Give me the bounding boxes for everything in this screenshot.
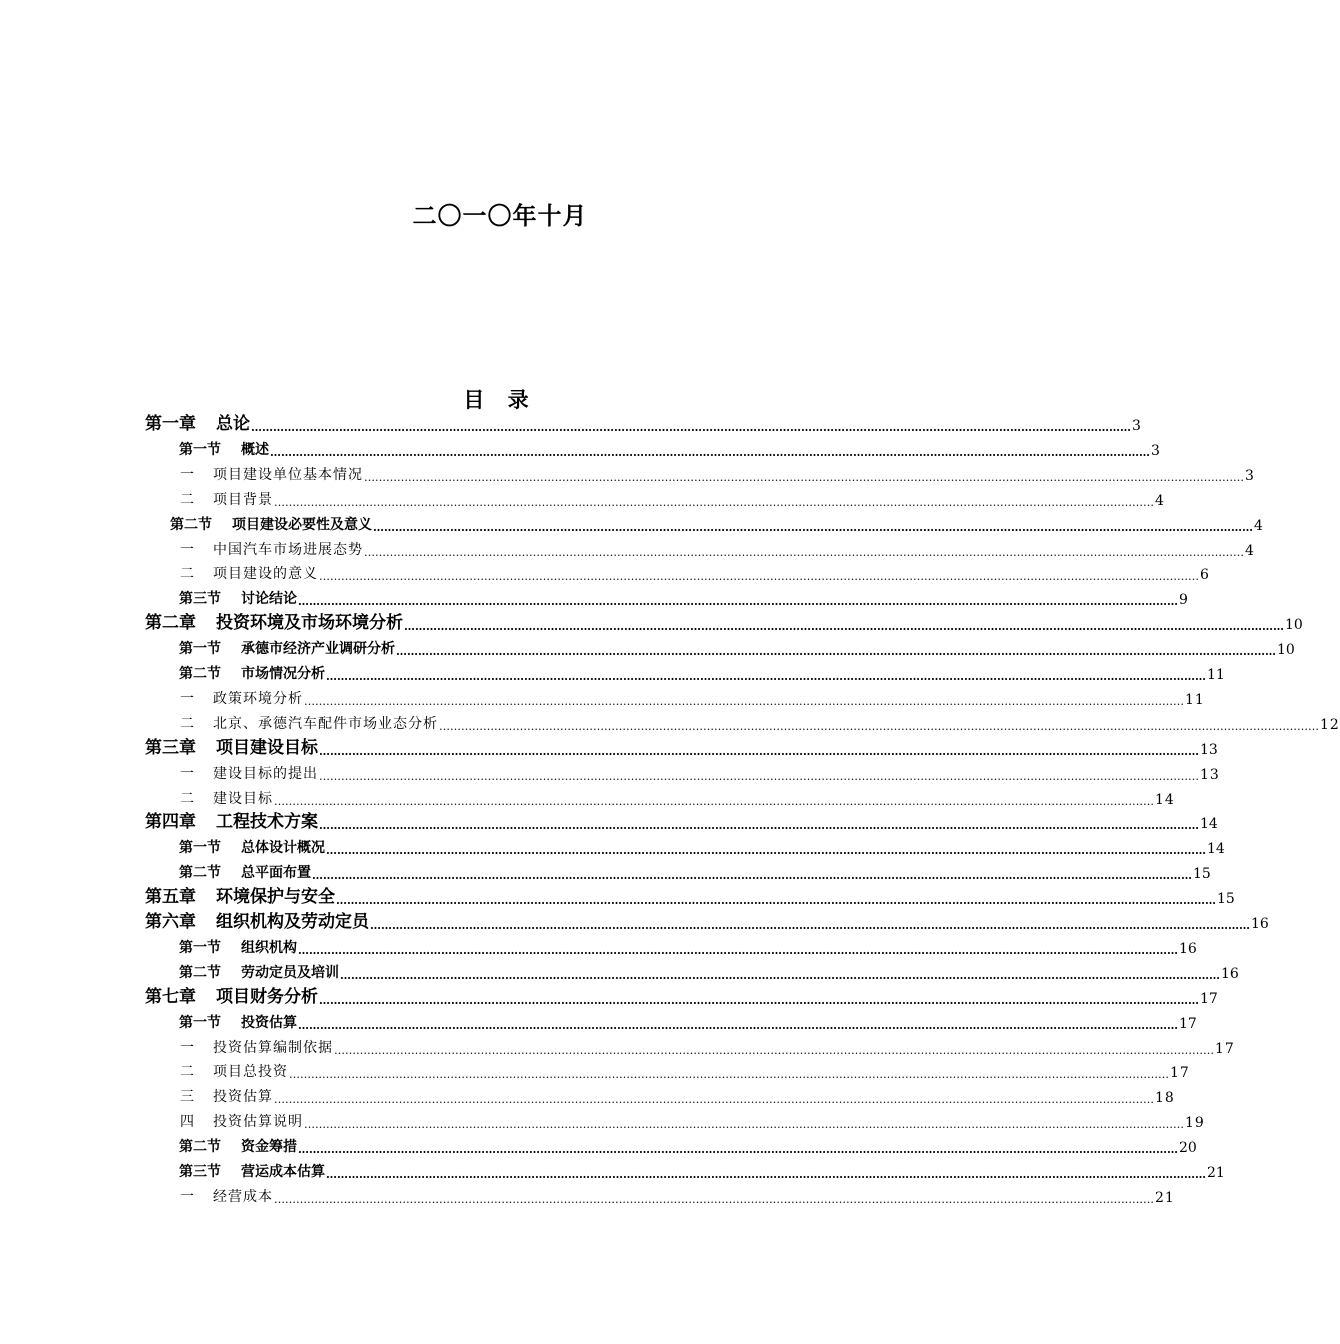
toc-entry-text: 市场情况分析 <box>241 666 325 682</box>
toc-entry-text: 投资估算 <box>241 1015 297 1031</box>
toc-entry-title <box>145 733 318 758</box>
toc-dot-leader: …………………………………………………………………………………………………………………………………………………………………………………………………………………… <box>370 919 1250 932</box>
toc-entry <box>179 1132 1197 1156</box>
toc-dot-leader: …………………………………………………………………………………………………………………………………………………………………………………………………………………… <box>298 595 1178 608</box>
toc-entry-title <box>179 1136 297 1156</box>
toc-entry-title <box>179 862 311 882</box>
toc-dot-leader: …………………………………………………………………………………………………………………………………………………………………………………………………………………… <box>396 645 1276 658</box>
toc-entry <box>145 609 1303 633</box>
toc-entry-title <box>180 539 363 559</box>
toc-entry-text: 总体设计概况 <box>241 840 325 856</box>
toc-dot-leader: …………………………………………………………………………………………………………………………………………………………………………………………………………………… <box>274 496 1154 509</box>
toc-entry-title <box>180 1061 288 1081</box>
toc-entry-title <box>179 837 325 857</box>
toc-entry-text: 资金筹措 <box>241 1139 297 1155</box>
toc-entry-number: 二 <box>180 1064 195 1080</box>
toc-page-number: 12 <box>1320 717 1340 733</box>
toc-entry-text: 项目建设的意义 <box>213 566 318 582</box>
toc-dot-leader: …………………………………………………………………………………………………………………………………………………………………………………………………………………… <box>298 944 1178 957</box>
toc-entry-text: 总论 <box>216 414 250 434</box>
toc-entry <box>180 1107 1205 1131</box>
toc-entry-text: 经营成本 <box>213 1189 273 1205</box>
toc-entry-number: 第三章 <box>145 738 196 758</box>
toc-entry-number: 一 <box>180 766 195 782</box>
toc-page-number: 13 <box>1200 742 1218 758</box>
toc-entry-text: 项目建设目标 <box>216 738 318 758</box>
toc-entry-text: 中国汽车市场进展态势 <box>213 542 363 558</box>
toc-dot-leader: …………………………………………………………………………………………………………………………………………………………………………………………………………………… <box>274 1193 1154 1206</box>
toc-entry-title <box>180 713 438 733</box>
toc-dot-leader: …………………………………………………………………………………………………………………………………………………………………………………………………………………… <box>364 546 1244 559</box>
toc-page-number: 16 <box>1221 966 1239 982</box>
toc-entry-text: 承德市经济产业调研分析 <box>241 641 395 657</box>
toc-page-number: 6 <box>1200 567 1210 583</box>
toc-entry-text: 环境保护与安全 <box>216 887 335 907</box>
toc-entry <box>145 883 1235 907</box>
toc-entry-title <box>170 514 372 534</box>
toc-page-number: 4 <box>1254 518 1263 534</box>
toc-dot-leader: …………………………………………………………………………………………………………………………………………………………………………………………………………………… <box>270 446 1150 459</box>
toc-entry-text: 建设目标 <box>213 791 273 807</box>
toc-entry <box>180 535 1255 559</box>
toc-entry <box>179 659 1225 683</box>
toc-entry <box>180 559 1210 583</box>
toc-page-number: 17 <box>1215 1041 1235 1057</box>
toc-dot-leader: …………………………………………………………………………………………………………………………………………………………………………………………………………………… <box>336 894 1216 907</box>
toc-dot-leader: …………………………………………………………………………………………………………………………………………………………………………………………………………………… <box>326 1168 1206 1181</box>
toc-page-number: 3 <box>1245 468 1255 484</box>
toc-page-number: 17 <box>1170 1065 1190 1081</box>
toc-dot-leader: …………………………………………………………………………………………………………………………………………………………………………………………………………………… <box>439 720 1319 733</box>
toc-entry <box>180 1033 1235 1057</box>
toc-entry-title <box>180 1037 333 1057</box>
toc-entry-number: 一 <box>180 1040 195 1056</box>
toc-entry-number: 第二节 <box>179 666 221 682</box>
toc-entry-number: 一 <box>180 542 195 558</box>
toc-page-number: 17 <box>1200 991 1218 1007</box>
toc-entry-number: 第三节 <box>179 591 221 607</box>
toc-entry-number: 一 <box>180 467 195 483</box>
toc-page-number: 21 <box>1207 1165 1225 1181</box>
toc-entry <box>145 908 1269 932</box>
toc-dot-leader: …………………………………………………………………………………………………………………………………………………………………………………………………………………… <box>340 969 1220 982</box>
toc-dot-leader: …………………………………………………………………………………………………………………………………………………………………………………………………………………… <box>298 1143 1178 1156</box>
toc-entry-title <box>180 763 318 783</box>
toc-entry-text: 项目总投资 <box>213 1064 288 1080</box>
toc-dot-leader: …………………………………………………………………………………………………………………………………………………………………………………………………………………… <box>319 770 1199 783</box>
toc-entry-title <box>180 1086 273 1106</box>
document-date: 二〇一〇年十月 <box>412 201 588 230</box>
toc-page-number: 3 <box>1151 443 1160 459</box>
toc-entry <box>170 510 1263 534</box>
toc-entry-title <box>180 563 318 583</box>
toc-entry-title <box>180 489 273 509</box>
toc-entry-number: 第二节 <box>179 965 221 981</box>
toc-entry-title <box>145 608 403 633</box>
toc-entry-number: 第六章 <box>145 912 196 932</box>
toc-title: 目 录 <box>463 387 537 412</box>
toc-entry-title <box>179 439 269 459</box>
toc-entry-number: 第四章 <box>145 812 196 832</box>
toc-dot-leader: …………………………………………………………………………………………………………………………………………………………………………………………………………………… <box>274 795 1154 808</box>
toc-entry-text: 项目建设必要性及意义 <box>232 517 372 533</box>
toc-page-number: 17 <box>1179 1016 1197 1032</box>
toc-entry-text: 政策环境分析 <box>213 691 303 707</box>
toc-dot-leader: …………………………………………………………………………………………………………………………………………………………………………………………………………………… <box>251 421 1131 434</box>
toc-entry-title <box>180 1186 273 1206</box>
toc-dot-leader: …………………………………………………………………………………………………………………………………………………………………………………………………………………… <box>304 1118 1184 1131</box>
toc-entry-text: 建设目标的提出 <box>213 766 318 782</box>
toc-entry-number: 第一节 <box>179 840 221 856</box>
toc-page-number: 14 <box>1207 841 1225 857</box>
toc-entry-text: 投资环境及市场环境分析 <box>216 613 403 633</box>
toc-entry-text: 总平面布置 <box>241 865 311 881</box>
toc-page-number: 10 <box>1285 617 1303 633</box>
toc-entry-text: 概述 <box>241 442 269 458</box>
toc-entry-text: 营运成本估算 <box>241 1164 325 1180</box>
toc-entry-title <box>145 409 250 434</box>
toc-dot-leader: …………………………………………………………………………………………………………………………………………………………………………………………………………………… <box>404 620 1284 633</box>
toc-entry <box>180 684 1205 708</box>
toc-entry-number: 第七章 <box>145 987 196 1007</box>
toc-entry <box>180 485 1165 509</box>
toc-dot-leader: …………………………………………………………………………………………………………………………………………………………………………………………………………………… <box>326 670 1206 683</box>
toc-dot-leader: …………………………………………………………………………………………………………………………………………………………………………………………………………………… <box>319 745 1199 758</box>
toc-page-number: 21 <box>1155 1190 1175 1206</box>
toc-entry-title <box>179 663 325 683</box>
toc-entry <box>180 784 1175 808</box>
toc-entry-number: 二 <box>180 716 195 732</box>
toc-entry-text: 项目财务分析 <box>216 987 318 1007</box>
toc-page-number: 4 <box>1155 493 1165 509</box>
toc-entry <box>145 410 1141 434</box>
toc-entry-title <box>179 588 297 608</box>
toc-entry-title <box>180 688 303 708</box>
toc-entry-number: 第二章 <box>145 613 196 633</box>
toc-page-number: 15 <box>1193 866 1211 882</box>
toc-entry-title <box>180 788 273 808</box>
toc-entry-number: 一 <box>180 691 195 707</box>
toc-entry <box>180 1082 1175 1106</box>
toc-entry-text: 讨论结论 <box>241 591 297 607</box>
toc-dot-leader: …………………………………………………………………………………………………………………………………………………………………………………………………………………… <box>298 1019 1178 1032</box>
toc-entry-title <box>145 882 335 907</box>
toc-dot-leader: …………………………………………………………………………………………………………………………………………………………………………………………………………………… <box>274 1093 1154 1106</box>
toc-page-number: 4 <box>1245 543 1255 559</box>
toc-entry-number: 第一节 <box>179 940 221 956</box>
toc-page-number: 16 <box>1179 941 1197 957</box>
toc-entry <box>179 435 1160 459</box>
toc-page-number: 3 <box>1132 418 1141 434</box>
toc-entry-title <box>145 907 369 932</box>
toc-entry-number: 第三节 <box>179 1164 221 1180</box>
toc-page-number: 18 <box>1155 1090 1175 1106</box>
toc-dot-leader: …………………………………………………………………………………………………………………………………………………………………………………………………………………… <box>289 1068 1169 1081</box>
toc-entry <box>180 759 1220 783</box>
toc-entry-title <box>180 464 363 484</box>
toc-entry-title <box>145 807 318 832</box>
toc-dot-leader: …………………………………………………………………………………………………………………………………………………………………………………………………………………… <box>304 695 1184 708</box>
toc-entry-text: 投资估算 <box>213 1089 273 1105</box>
toc-dot-leader: …………………………………………………………………………………………………………………………………………………………………………………………………………………… <box>373 521 1253 534</box>
toc-entry-number: 第二节 <box>170 517 212 533</box>
toc-entry-title <box>179 1012 297 1032</box>
toc-entry-text: 组织机构 <box>241 940 297 956</box>
toc-page-number: 11 <box>1185 692 1205 708</box>
toc-entry-text: 投资估算编制依据 <box>213 1040 333 1056</box>
toc-entry <box>180 709 1340 733</box>
toc-dot-leader: …………………………………………………………………………………………………………………………………………………………………………………………………………………… <box>319 570 1199 583</box>
toc-entry-text: 北京、承德汽车配件市场业态分析 <box>213 716 438 732</box>
toc-entry-text: 工程技术方案 <box>216 812 318 832</box>
toc-entry-number: 第一节 <box>179 641 221 657</box>
toc-entry <box>179 584 1188 608</box>
toc-entry-title <box>145 982 318 1007</box>
toc-entry-number: 四 <box>180 1114 195 1130</box>
toc-entry-title <box>179 638 395 658</box>
toc-entry-number: 第一节 <box>179 1015 221 1031</box>
toc-entry <box>179 958 1239 982</box>
toc-page-number: 14 <box>1200 816 1218 832</box>
toc-entry-text: 组织机构及劳动定员 <box>216 912 369 932</box>
toc-entry-title <box>179 937 297 957</box>
toc-entry <box>180 1182 1175 1206</box>
toc-page-number: 15 <box>1217 891 1235 907</box>
toc-entry-number: 第一节 <box>179 442 221 458</box>
toc-page-number: 14 <box>1155 792 1175 808</box>
toc-page-number: 10 <box>1277 642 1295 658</box>
toc-page-number: 16 <box>1251 916 1269 932</box>
toc-entry <box>179 1157 1225 1181</box>
toc-page-number: 11 <box>1207 667 1225 683</box>
toc-dot-leader: …………………………………………………………………………………………………………………………………………………………………………………………………………………… <box>319 819 1199 832</box>
toc-entry-text: 项目背景 <box>213 492 273 508</box>
toc-entry-title <box>179 962 339 982</box>
toc-entry-number: 第一章 <box>145 414 196 434</box>
toc-entry-number: 一 <box>180 1189 195 1205</box>
toc-entry-number: 二 <box>180 566 195 582</box>
toc-dot-leader: …………………………………………………………………………………………………………………………………………………………………………………………………………………… <box>364 471 1244 484</box>
toc-entry-number: 二 <box>180 492 195 508</box>
toc-entry <box>180 460 1255 484</box>
toc-entry-text: 劳动定员及培训 <box>241 965 339 981</box>
toc-entry <box>179 858 1211 882</box>
toc-dot-leader: …………………………………………………………………………………………………………………………………………………………………………………………………………………… <box>319 994 1199 1007</box>
toc-entry <box>179 833 1225 857</box>
toc-page-number: 13 <box>1200 767 1220 783</box>
toc-entry <box>180 1057 1190 1081</box>
toc-entry <box>179 933 1197 957</box>
toc-entry-text: 投资估算说明 <box>213 1114 303 1130</box>
toc-dot-leader: …………………………………………………………………………………………………………………………………………………………………………………………………………………… <box>326 844 1206 857</box>
toc-dot-leader: …………………………………………………………………………………………………………………………………………………………………………………………………………………… <box>334 1044 1214 1057</box>
toc-entry-number: 第五章 <box>145 887 196 907</box>
toc-page-number: 20 <box>1179 1140 1197 1156</box>
toc-page-number: 19 <box>1185 1115 1205 1131</box>
toc-entry-text: 项目建设单位基本情况 <box>213 467 363 483</box>
toc-entry-number: 三 <box>180 1089 195 1105</box>
toc-entry <box>145 983 1218 1007</box>
toc-entry-number: 第二节 <box>179 1139 221 1155</box>
toc-entry <box>145 734 1218 758</box>
toc-entry-title <box>180 1111 303 1131</box>
toc-entry-number: 二 <box>180 791 195 807</box>
toc-dot-leader: …………………………………………………………………………………………………………………………………………………………………………………………………………………… <box>312 869 1192 882</box>
toc-entry <box>179 634 1295 658</box>
toc-entry <box>179 1008 1197 1032</box>
toc-entry-title <box>179 1161 325 1181</box>
toc-page-number: 9 <box>1179 592 1188 608</box>
toc-entry <box>145 808 1218 832</box>
toc-entry-number: 第二节 <box>179 865 221 881</box>
